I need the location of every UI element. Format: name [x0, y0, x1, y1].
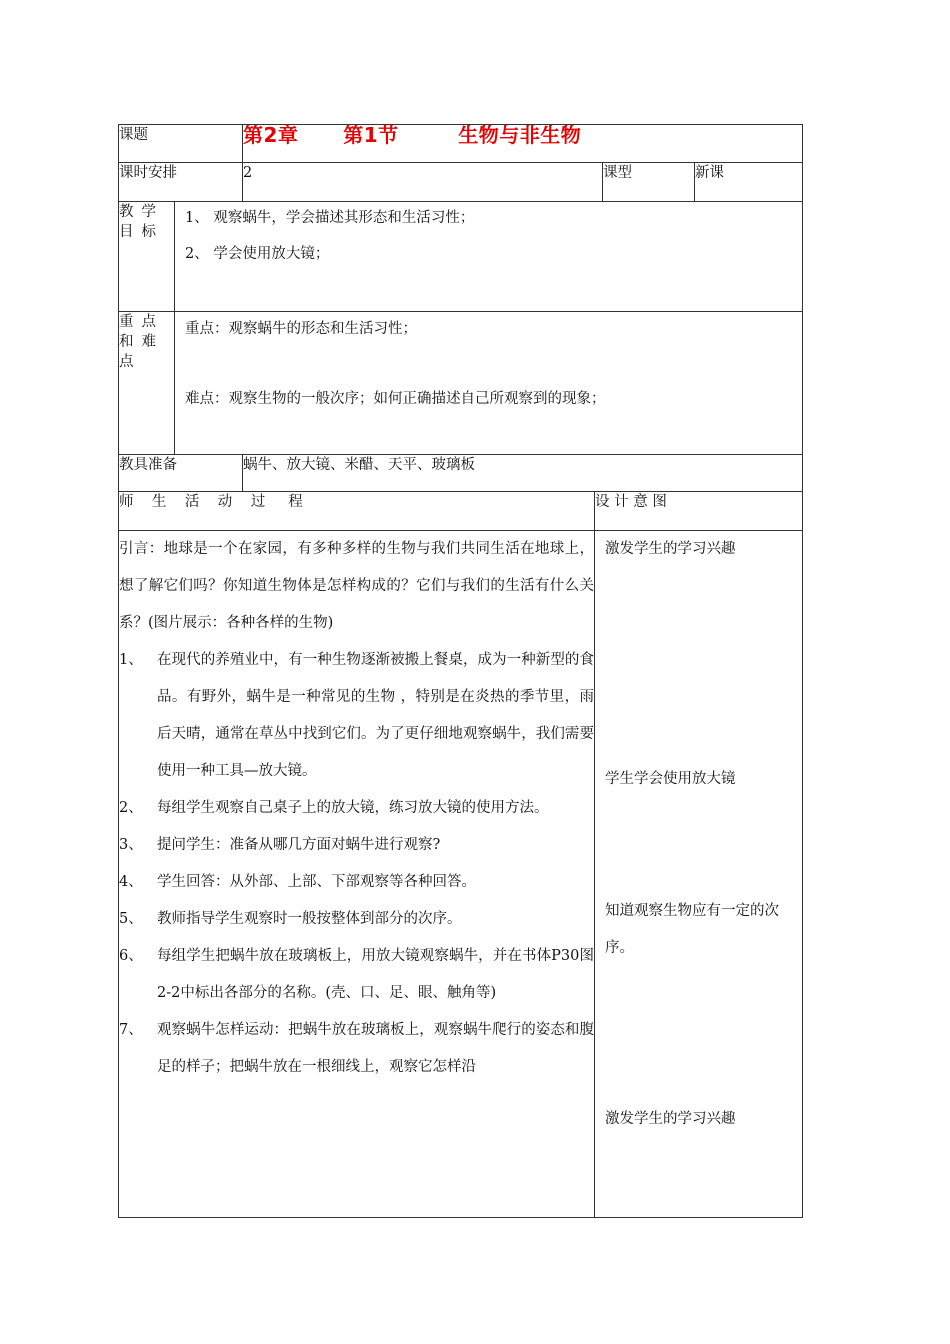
key-points-row: [119, 312, 803, 455]
materials-label: 教具准备: [119, 455, 243, 492]
key-points-label: 重点 和难 点: [119, 312, 175, 455]
process-step: 3、 提问学生：准备从哪几方面对蜗牛进行观察?: [119, 837, 441, 853]
lesson-title: 第2章 第1节 生物与非生物: [243, 123, 582, 147]
difficult-point: 难点：观察生物的一般次序；如何正确描述自己所观察到的现象；: [185, 391, 606, 407]
process-step: 1、 在现代的养殖业中，有一种生物逐渐被搬上餐桌，成为一种新型的食品。有野外，蜗牛是一种常见的生物 ，特别是在炎热的季节里，雨后天晴，通常在草丛中找到它们。为了更仔细地观察蜗牛，我们需要使用一种工具—放大镜。: [119, 652, 594, 779]
process-header: 师 生 活 动 过 程: [119, 492, 595, 531]
lesson-plan-table: [118, 124, 803, 1218]
topic-row: [119, 125, 803, 163]
key-point: 重点：观察蜗牛的形态和生活习性；: [185, 321, 417, 337]
objective-item: 2、 学会使用放大镜；: [185, 246, 330, 262]
design-intent-header: 设 计 意 图: [595, 492, 803, 531]
process-step: 4、 学生回答：从外部、上部、下部观察等各种回答。: [119, 874, 476, 890]
design-intent-column: [595, 531, 803, 1218]
intro-paragraph: 引言：地球是一个在家园，有多种多样的生物与我们共同生活在地球上，想了解它们吗？你知道生物体是怎样构成的？它们与我们的生活有什么关系？(图片展示：各种各样的生物): [119, 541, 594, 631]
type-value: 新课: [695, 163, 803, 202]
materials-value: 蜗牛、放大镜、米醋、天平、玻璃板: [243, 455, 803, 492]
topic-label: 课题: [119, 125, 243, 163]
hours-value: 2: [243, 163, 603, 202]
hours-label: 课时安排: [119, 163, 243, 202]
design-intent-item: 激发学生的学习兴趣: [605, 1111, 736, 1127]
process-step: 6、 每组学生把蜗牛放在玻璃板上，用放大镜观察蜗牛，并在书体P30图2-2中标出各部分的名称。(壳、口、足、眼、触角等): [119, 948, 594, 1001]
design-intent-item: 学生学会使用放大镜: [605, 771, 736, 787]
process-step: 5、 教师指导学生观察时一般按整体到部分的次序。: [119, 911, 462, 927]
materials-row: [119, 455, 803, 492]
objectives-label: 教学 目标: [119, 202, 175, 312]
process-step: 2、 每组学生观察自己桌子上的放大镜，练习放大镜的使用方法。: [119, 800, 549, 816]
schedule-row: [119, 163, 803, 202]
objective-item: 1、 观察蜗牛，学会描述其形态和生活习性；: [185, 210, 475, 226]
type-label: 课型: [603, 163, 695, 202]
process-step: 7、 观察蜗牛怎样运动：把蜗牛放在玻璃板上，观察蜗牛爬行的姿态和腹足的样子；把蜗牛放在一根细线上，观察它怎样沿: [119, 1022, 594, 1075]
process-content: [119, 531, 595, 1218]
process-body-row: [119, 531, 803, 1218]
objectives-row: [119, 202, 803, 312]
process-header-row: [119, 492, 803, 531]
design-intent-item: 知道观察生物应有一定的次序。: [605, 903, 779, 956]
design-intent-item: 激发学生的学习兴趣: [605, 541, 736, 557]
